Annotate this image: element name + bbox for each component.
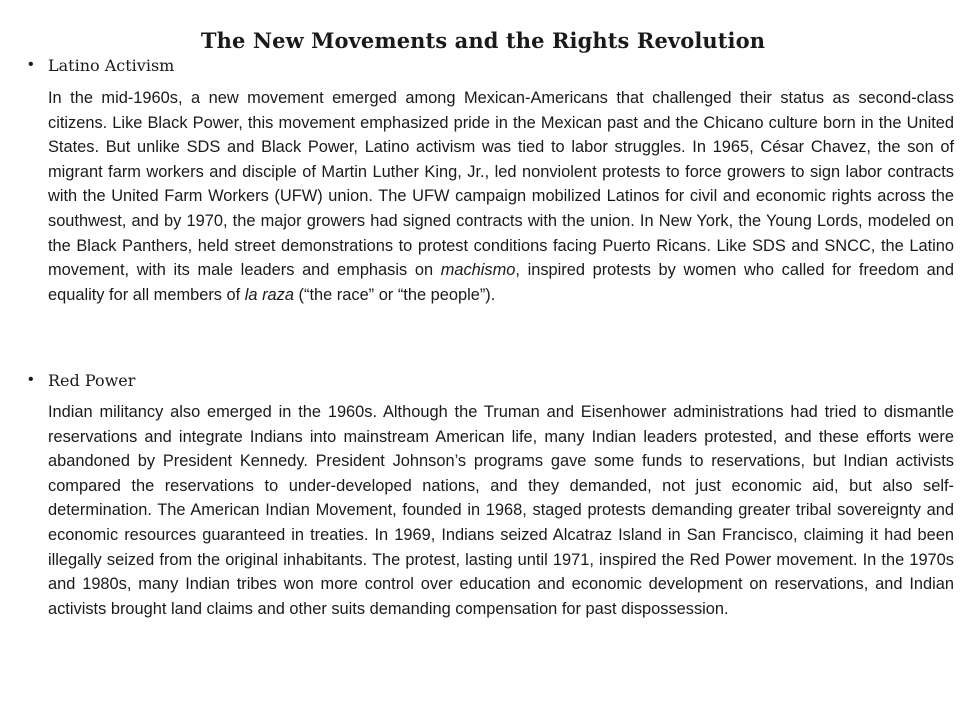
slide-title: The New Movements and the Rights Revolution	[200, 28, 766, 53]
bullet-icon: •	[28, 56, 34, 73]
bullet-icon: •	[28, 371, 34, 388]
paragraph-text: In the mid-1960s, a new movement emerged among Mexican-Americans that challenged their status as second-class citizens. Like Black Power, this movement emphasized pride in the Mexican past and the Chicano culture born in the United States. But unlike SDS and Black Power, Latino activism was tied to labor struggles. In 1965, César Chavez, the son of migrant farm workers and disciple of Martin Luther King, Jr., led nonviolent protests to force growers to sign labor contracts with the United Farm Workers (UFW) union. The UFW campaign mobilized Latinos for civil and economic rights across the southwest, and by 1970, the major growers had signed contracts with the union. In New York, the Young Lords, modeled on the Black Panthers, held street demonstrations to protest conditions facing Puerto Ricans. Like SDS and SNCC, the Latino movement, with its male leaders and emphasis on	[48, 89, 954, 280]
paragraph-text: (“the race” or “the people”).	[293, 285, 496, 304]
paragraph-italic-term: la raza	[244, 285, 294, 304]
section-paragraph: Indian militancy also emerged in the 1960s. Although the Truman and Eisenhower administrations had tried to dismantle reservations and integrate Indians into mainstream American life, many Indian leaders protested, and these efforts were abandoned by President Kennedy. President Johnson’s programs gave some funds to reservations, but Indian activists compared the reservations to under-developed nations, and they demanded, not just economic aid, but also self-determination. The American Indian Movement, founded in 1968, staged protests demanding greater tribal sovereignty and economic resources guaranteed in treaties. In 1969, Indians seized Alcatraz Island in San Francisco, claiming it had been illegally seized from the original inhabitants. The protest, lasting until 1971, inspired the Red Power movement. In the 1970s and 1980s, many Indian tribes won more control over education and economic development on reservations, and Indian activists brought land claims and other suits demanding compensation for past dispossession.	[48, 403, 954, 618]
section-heading: Latino Activism	[48, 56, 175, 75]
paragraph-italic-term: machismo	[440, 261, 516, 280]
section-heading: Red Power	[48, 371, 136, 390]
section-paragraph	[48, 86, 954, 307]
paragraph-text: , inspired protests by women who called for freedom and equality for all members of	[48, 261, 954, 304]
